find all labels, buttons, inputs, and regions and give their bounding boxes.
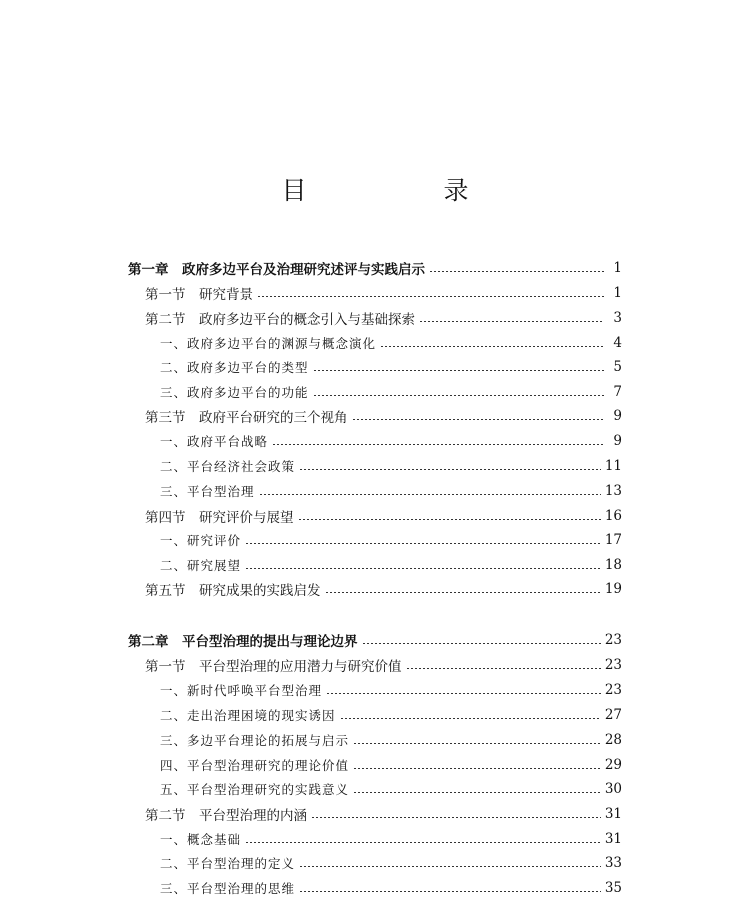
toc-page-number: 18	[604, 557, 622, 573]
toc-label: 一、新时代呼唤平台型治理	[160, 683, 323, 698]
toc-leader	[257, 296, 604, 297]
toc-leader	[313, 370, 604, 371]
toc-page-number: 23	[604, 632, 622, 648]
toc-page-number: 16	[604, 508, 622, 524]
toc-page-number: 29	[604, 757, 622, 773]
toc-label: 第五节 研究成果的实践启发	[145, 583, 321, 599]
toc-label: 第一节 平台型治理的应用潜力与研究价值	[145, 659, 402, 675]
toc-label: 三、平台型治理的思维	[160, 881, 296, 896]
toc-label: 第一节 研究背景	[145, 287, 253, 303]
toc-page-number: 19	[604, 581, 622, 597]
toc-page-number: 28	[604, 732, 622, 748]
toc-label: 第二节 平台型治理的内涵	[145, 808, 307, 824]
toc-item[interactable]	[160, 429, 622, 453]
toc-page-number: 31	[604, 831, 622, 847]
toc-leader	[298, 519, 601, 520]
toc-leader	[362, 643, 601, 644]
toc-leader	[245, 543, 601, 544]
toc-item[interactable]	[160, 753, 622, 777]
toc-item[interactable]	[160, 331, 622, 355]
toc-label: 一、概念基础	[160, 832, 242, 847]
toc-label: 三、政府多边平台的功能	[160, 385, 309, 400]
toc-label: 三、平台型治理	[160, 484, 255, 499]
toc-label: 二、政府多边平台的类型	[160, 360, 309, 375]
toc-item[interactable]	[160, 380, 622, 404]
toc-page-number: 23	[604, 682, 622, 698]
toc-leader	[353, 792, 601, 793]
toc-item[interactable]	[160, 876, 622, 900]
toc-leader	[353, 768, 601, 769]
toc-leader	[429, 271, 604, 272]
toc-page-number: 9	[613, 433, 622, 449]
toc-page-number: 1	[613, 285, 622, 301]
toc-leader	[299, 866, 601, 867]
toc-page-number: 11	[604, 458, 622, 474]
toc-leader	[245, 842, 601, 843]
toc-page-number: 7	[613, 384, 622, 400]
toc-page-number: 3	[613, 310, 622, 326]
toc-item[interactable]	[160, 553, 622, 577]
toc-label: 二、研究展望	[160, 558, 242, 573]
toc-section[interactable]	[145, 306, 622, 330]
toc-page-number: 13	[604, 483, 622, 499]
toc-label: 一、研究评价	[160, 533, 242, 548]
toc-section[interactable]	[145, 802, 622, 826]
toc-page-number: 17	[604, 532, 622, 548]
toc-section[interactable]	[145, 577, 622, 601]
toc-item[interactable]	[160, 528, 622, 552]
toc-label: 一、政府多边平台的渊源与概念演化	[160, 336, 377, 351]
toc-item[interactable]	[160, 479, 622, 503]
toc-page-number: 31	[604, 806, 622, 822]
toc-leader	[419, 321, 604, 322]
toc-leader	[325, 592, 601, 593]
page-title: 目 录	[281, 176, 525, 205]
toc-item[interactable]	[160, 678, 622, 702]
toc-leader	[352, 419, 605, 420]
toc-page-number: 1	[613, 260, 622, 276]
toc-leader	[406, 668, 601, 669]
toc-label: 第三节 政府平台研究的三个视角	[145, 410, 348, 426]
toc-item[interactable]	[160, 355, 622, 379]
toc-leader	[340, 718, 601, 719]
toc-item[interactable]	[160, 851, 622, 875]
toc-label: 一、政府平台战略	[160, 434, 269, 449]
toc-section[interactable]	[145, 504, 622, 528]
toc-leader	[299, 469, 601, 470]
toc-leader	[311, 817, 601, 818]
toc-label: 三、多边平台理论的拓展与启示	[160, 733, 350, 748]
toc-label: 第四节 研究评价与展望	[145, 510, 294, 526]
toc-label: 四、平台型治理研究的理论价值	[160, 758, 350, 773]
toc-page-number: 9	[613, 408, 622, 424]
toc-section[interactable]	[145, 653, 622, 677]
toc-page-number: 35	[604, 880, 622, 896]
toc-leader	[380, 346, 604, 347]
toc-leader	[245, 568, 601, 569]
toc-item[interactable]	[160, 454, 622, 478]
toc-item[interactable]	[160, 827, 622, 851]
toc-label: 二、平台型治理的定义	[160, 856, 296, 871]
toc-section[interactable]	[145, 281, 622, 305]
toc-label: 第二章 平台型治理的提出与理论边界	[128, 634, 358, 650]
toc-section[interactable]	[145, 404, 622, 428]
toc-page-number: 5	[613, 359, 622, 375]
toc-leader	[353, 743, 601, 744]
toc-page-number: 27	[604, 707, 622, 723]
toc-leader	[272, 444, 604, 445]
toc-label: 二、走出治理困境的现实诱因	[160, 708, 336, 723]
toc-leader	[259, 494, 601, 495]
toc-page-number: 33	[604, 855, 622, 871]
toc-page-number: 4	[613, 335, 622, 351]
toc-leader	[326, 693, 601, 694]
toc-label: 五、平台型治理研究的实践意义	[160, 782, 350, 797]
toc-label: 第一章 政府多边平台及治理研究述评与实践启示	[128, 262, 425, 278]
toc-label: 二、平台经济社会政策	[160, 459, 296, 474]
toc-item[interactable]	[160, 703, 622, 727]
toc-item[interactable]	[160, 777, 622, 801]
toc-item[interactable]	[160, 728, 622, 752]
toc-chapter[interactable]	[128, 628, 622, 652]
toc-page-number: 30	[604, 781, 622, 797]
toc-page-number: 23	[604, 657, 622, 673]
toc-label: 第二节 政府多边平台的概念引入与基础探索	[145, 312, 415, 328]
toc-leader	[313, 395, 604, 396]
toc-leader	[299, 891, 601, 892]
toc-chapter[interactable]	[128, 256, 622, 280]
